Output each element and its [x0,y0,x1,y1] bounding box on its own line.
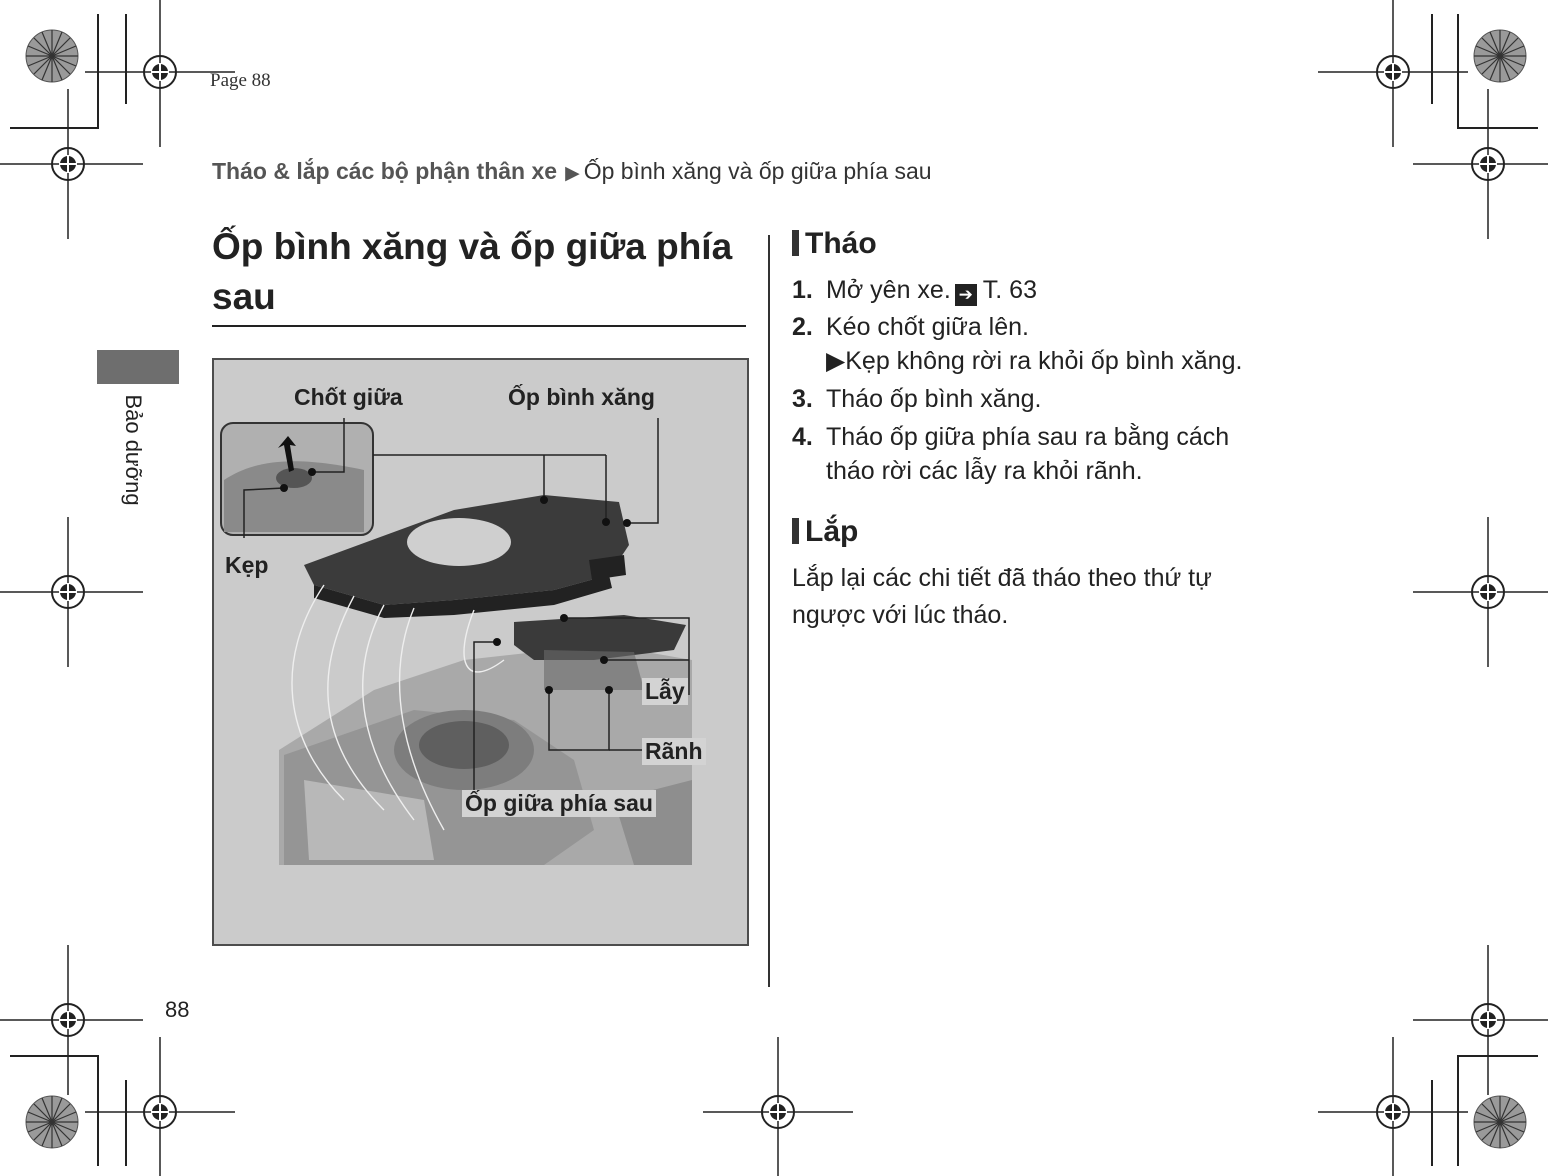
label-rear-center-cover: Ốp giữa phía sau [462,790,656,817]
step-text: Tháo ốp giữa phía sau ra bằng cách [826,423,1230,451]
title-underline [212,325,746,327]
side-tab-label: Bảo dưỡng [121,394,146,506]
removal-step-1 [792,273,1322,307]
breadcrumb [212,158,932,185]
label-clip: Kẹp [225,552,269,578]
removal-step-3 [792,382,1322,416]
step-text-continued: tháo rời các lẫy ra khỏi rãnh. [826,457,1143,485]
page-header-label: Page 88 [210,70,271,91]
step-number: 3. [792,385,813,413]
installation-line-2: ngược với lúc tháo. [792,601,1009,629]
step-text: Tháo ốp bình xăng. [826,385,1042,413]
step-number: 1. [792,276,813,304]
installation-paragraph [792,560,1312,634]
heading-bar [792,518,799,544]
removal-heading-text: Tháo [805,227,877,260]
page-number: 88 [165,997,190,1022]
removal-step-4 [792,420,1322,488]
column-divider [768,235,770,987]
heading-bar [792,230,799,256]
illustration-figure [212,358,749,946]
step-text: Kéo chốt giữa lên. [826,313,1029,341]
breadcrumb-arrow-icon: ▶ [565,163,580,184]
step-number: 4. [792,423,813,451]
breadcrumb-section: Tháo & lắp các bộ phận thân xe [212,158,558,184]
label-center-pin: Chốt giữa [294,384,403,410]
removal-heading [792,226,877,262]
step-note-text: Kẹp không rời ra khỏi ốp bình xăng. [845,347,1243,375]
note-arrow-icon: ▶ [826,347,846,375]
section-tab-marker [97,350,179,384]
installation-line-1: Lắp lại các chi tiết đã tháo theo thứ tự [792,564,1212,592]
page-reference-link[interactable]: T. 63 [982,276,1037,304]
step-number: 2. [792,313,813,341]
page-ref-arrow-icon: ➔ [955,284,977,306]
step-note [792,344,1322,378]
motorcycle-cover-illustration [214,360,747,944]
installation-heading [792,514,858,550]
label-tabs: Lẫy [642,678,688,705]
breadcrumb-current: Ốp bình xăng và ốp giữa phía sau [583,158,932,184]
label-grooves: Rãnh [642,738,706,765]
removal-step-2 [792,310,1322,378]
label-fuel-tank-cover: Ốp bình xăng [508,384,655,410]
installation-heading-text: Lắp [805,515,859,548]
page-title: Ốp bình xăng và ốp giữa phía sau [212,226,733,317]
step-text: Mở yên xe. [826,276,951,304]
